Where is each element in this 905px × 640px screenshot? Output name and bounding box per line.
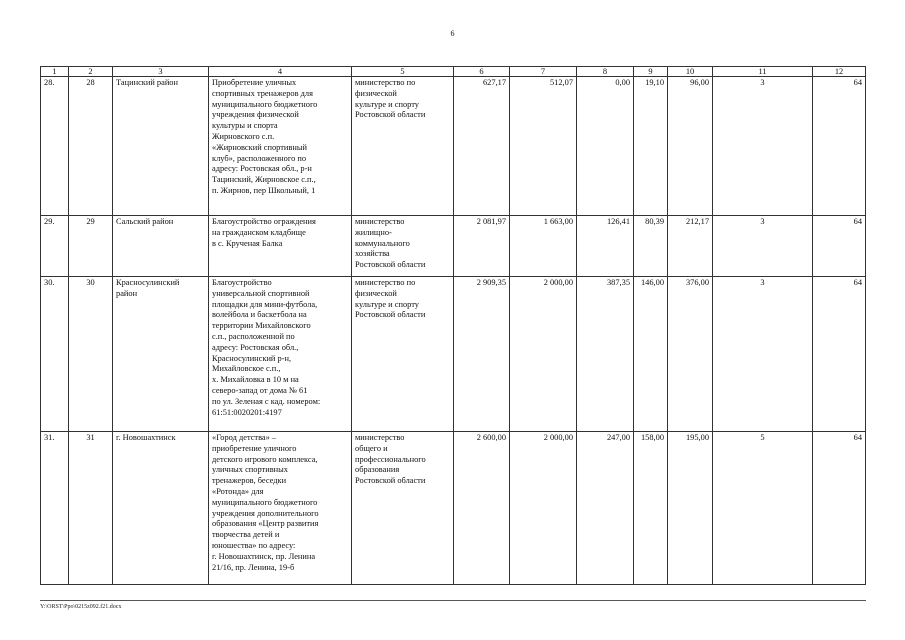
- value-cell-8: 387,35: [577, 277, 634, 432]
- column-header: 10: [668, 67, 713, 77]
- district-cell: г. Новошахтинск: [113, 432, 209, 585]
- column-header: 11: [713, 67, 813, 77]
- row-number: 30.: [41, 277, 69, 432]
- ministry-cell: министерство по физической культуре и спорту Ростовской области: [352, 277, 454, 432]
- value-cell-6: 2 081,97: [454, 216, 510, 277]
- table-row: [41, 77, 866, 216]
- allocation-table: [40, 66, 866, 585]
- value-cell-9: 146,00: [634, 277, 668, 432]
- table-row: [41, 432, 866, 585]
- table-row: [41, 277, 866, 432]
- value-cell-6: 2 909,35: [454, 277, 510, 432]
- value-cell-11: 3: [713, 216, 813, 277]
- row-id: 28: [69, 77, 113, 216]
- column-header: 4: [209, 67, 352, 77]
- row-number: 28.: [41, 77, 69, 216]
- table-header-row: [41, 67, 866, 77]
- value-cell-11: 5: [713, 432, 813, 585]
- value-cell-11: 3: [713, 277, 813, 432]
- district-cell: Сальский район: [113, 216, 209, 277]
- value-cell-7: 2 000,00: [510, 277, 577, 432]
- ministry-cell: министерство по физической культуре и спорту Ростовской области: [352, 77, 454, 216]
- description-cell: «Город детства» – приобретение уличного детского игрового комплекса, уличных спортивных тренажеров, беседки «Ротонда» для муниципального бюджетного учреждения дополнительного образования «Центр развития творчества детей и юношества» по адресу: г. Новошахтинск, пр. Ленина 21/16, пр. Ленина, 19-б: [209, 432, 352, 585]
- value-cell-9: 80,39: [634, 216, 668, 277]
- column-header: 7: [510, 67, 577, 77]
- table-row: [41, 216, 866, 277]
- district-cell: Красносулинский район: [113, 277, 209, 432]
- value-cell-7: 512,07: [510, 77, 577, 216]
- row-id: 29: [69, 216, 113, 277]
- value-cell-12: 64: [813, 216, 866, 277]
- footer-divider: [40, 600, 866, 601]
- column-header: 2: [69, 67, 113, 77]
- column-header: 1: [41, 67, 69, 77]
- value-cell-10: 376,00: [668, 277, 713, 432]
- value-cell-7: 2 000,00: [510, 432, 577, 585]
- description-cell: Благоустройство ограждения на гражданском кладбище в с. Крученая Балка: [209, 216, 352, 277]
- value-cell-8: 0,00: [577, 77, 634, 216]
- value-cell-7: 1 663,00: [510, 216, 577, 277]
- footer-file-path: Y:\ORST\Ppo\0215z092.f21.docx: [40, 604, 122, 610]
- value-cell-6: 627,17: [454, 77, 510, 216]
- value-cell-12: 64: [813, 432, 866, 585]
- row-id: 30: [69, 277, 113, 432]
- column-header: 6: [454, 67, 510, 77]
- value-cell-12: 64: [813, 77, 866, 216]
- column-header: 8: [577, 67, 634, 77]
- row-number: 29.: [41, 216, 69, 277]
- value-cell-6: 2 600,00: [454, 432, 510, 585]
- district-cell: Тацинский район: [113, 77, 209, 216]
- column-header: 12: [813, 67, 866, 77]
- column-header: 9: [634, 67, 668, 77]
- column-header: 5: [352, 67, 454, 77]
- value-cell-8: 247,00: [577, 432, 634, 585]
- value-cell-10: 96,00: [668, 77, 713, 216]
- column-header: 3: [113, 67, 209, 77]
- value-cell-12: 64: [813, 277, 866, 432]
- row-number: 31.: [41, 432, 69, 585]
- page-number: 6: [450, 29, 455, 38]
- ministry-cell: министерство общего и профессионального образования Ростовской области: [352, 432, 454, 585]
- ministry-cell: министерство жилищно- коммунального хозяйства Ростовской области: [352, 216, 454, 277]
- value-cell-11: 3: [713, 77, 813, 216]
- value-cell-9: 19,10: [634, 77, 668, 216]
- value-cell-10: 212,17: [668, 216, 713, 277]
- description-cell: Приобретение уличных спортивных тренажеров для муниципального бюджетного учреждения физической культуры и спорта Жирновского с.п. «Жирновский спортивный клуб», расположенного по адресу: Ростовская обл., р-н Тацинский, Жирновское с.п., п. Жирнов, пер Школьный, 1: [209, 77, 352, 216]
- value-cell-10: 195,00: [668, 432, 713, 585]
- value-cell-8: 126,41: [577, 216, 634, 277]
- row-id: 31: [69, 432, 113, 585]
- value-cell-9: 158,00: [634, 432, 668, 585]
- description-cell: Благоустройство универсальной спортивной площадки для мини-футбола, волейбола и баскетбола на территории Михайловского с.п., расположенной по адресу: Ростовская обл., Красносулинский р-н, Михайловское с.п., х. Михайловка в 10 м на северо-запад от дома № 61 по ул. Зеленая с кад. номером: 61:51:0020201:4197: [209, 277, 352, 432]
